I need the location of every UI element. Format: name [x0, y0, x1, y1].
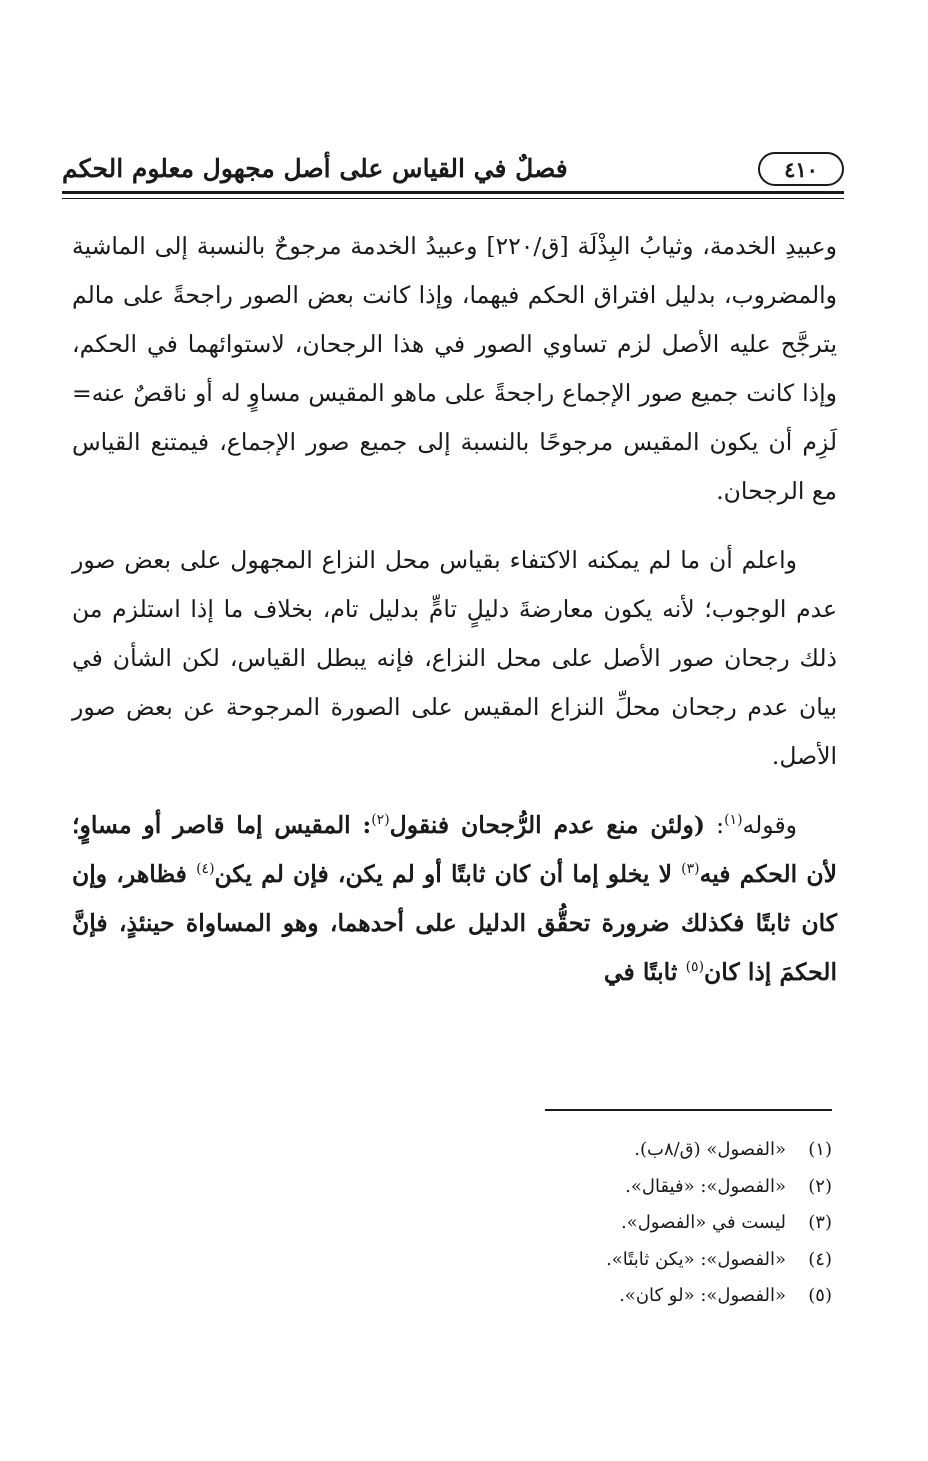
footnote-item — [400, 1205, 832, 1242]
footnote-text: «الفصول»: «يكن ثابتًا». — [606, 1248, 786, 1270]
footnote-number: (٢) — [808, 1175, 832, 1197]
paragraph-1: وعبيدِ الخدمة، وثيابُ البِذْلَة [ق/٢٢٠] وعبيدُ الخدمة مرجوحٌ بالنسبة إلى الماشية والمضروب، بدليل افتراق الحكم فيهما، وإذا كانت بعض الصور راجحةً على مالم يترجَّح عليه الأصل لزم تساوي الصور في هذا الرجحان، لاستوائهما في الحكم، وإذا كانت جميع صور الإجماع راجحةً على ماهو المقيس مساوٍ له أو ناقصٌ عنه= لَزِم أن يكون المقيس مرجوحًا بالنسبة إلى جميع صور الإجماع، فيمتنع القياس مع الرجحان. — [72, 232, 837, 505]
footnote-item — [400, 1132, 832, 1169]
quote-colon: : — [705, 811, 725, 839]
footnote-item — [400, 1278, 832, 1315]
footnote-item — [400, 1169, 832, 1206]
footnote-text: «الفصول»: «لو كان». — [619, 1285, 786, 1306]
footnote-ref-1: (١) — [724, 812, 743, 829]
footnote-number: (٤) — [808, 1248, 832, 1270]
quoted-text-5: ثابتًا في — [603, 958, 686, 986]
quote-intro: وقوله — [742, 811, 798, 839]
footnote-ref-3: (٣) — [681, 861, 700, 878]
header-rule-thin — [62, 198, 844, 199]
footnote-number: (٥) — [808, 1285, 832, 1306]
footnote-number: (٣) — [808, 1212, 832, 1233]
footnote-ref-4: (٤) — [196, 861, 215, 878]
footnote-ref-5: (٥) — [685, 959, 705, 976]
quoted-text-2: : المقيس إما قاصر أو مساوٍ؛ لأن الحكم فيه — [72, 811, 837, 888]
footnote-separator — [545, 1109, 832, 1111]
header-rule-thick — [62, 191, 844, 194]
footnote-number: (١) — [808, 1139, 832, 1160]
paragraph-2: واعلم أن ما لم يمكنه الاكتفاء بقياس محل النزاع المجهول على بعض صور عدم الوجوب؛ لأنه يكون معارضةَ دليلٍ تامٍّ بدليل تام، بخلاف ما إذا استلزم من ذلك رجحان صور الأصل على محل النزاع، فإنه يبطل القياس، لكن الشأن في بيان عدم رجحان محلِّ النزاع المقيس على الصورة المرجوحة عن بعض صور الأصل. — [72, 546, 837, 770]
page-number: ٤١٠ — [784, 156, 818, 182]
running-title: فصلٌ في القياس على أصل مجهول معلوم الحكم — [62, 154, 568, 183]
page-header — [62, 150, 844, 190]
footnotes — [400, 1132, 832, 1315]
quoted-text-3: لا يخلو إما أن كان ثابتًا أو لم يكن، فإن لم يكن — [214, 860, 682, 888]
footnote-item — [400, 1242, 832, 1279]
main-text — [72, 222, 837, 997]
paragraph-3 — [72, 801, 837, 997]
quoted-text-4: فظاهر، وإن كان ثابتًا فكذلك ضرورة تحقُّق الدليل على أحدهما، وهو المساواة حينئذٍ، فإنَّ الحكمَ إذا كان — [72, 860, 837, 986]
footnote-text: «الفصول» (ق/٨ب). — [634, 1139, 786, 1160]
quoted-text-1: (ولئن منع عدم الرُّجحان فنقول — [389, 811, 705, 839]
footnote-text: «الفصول»: «فيقال». — [625, 1175, 786, 1197]
page-number-badge — [758, 152, 844, 186]
footnote-ref-2: (٢) — [371, 812, 390, 829]
footnote-text: ليست في «الفصول». — [620, 1212, 786, 1233]
